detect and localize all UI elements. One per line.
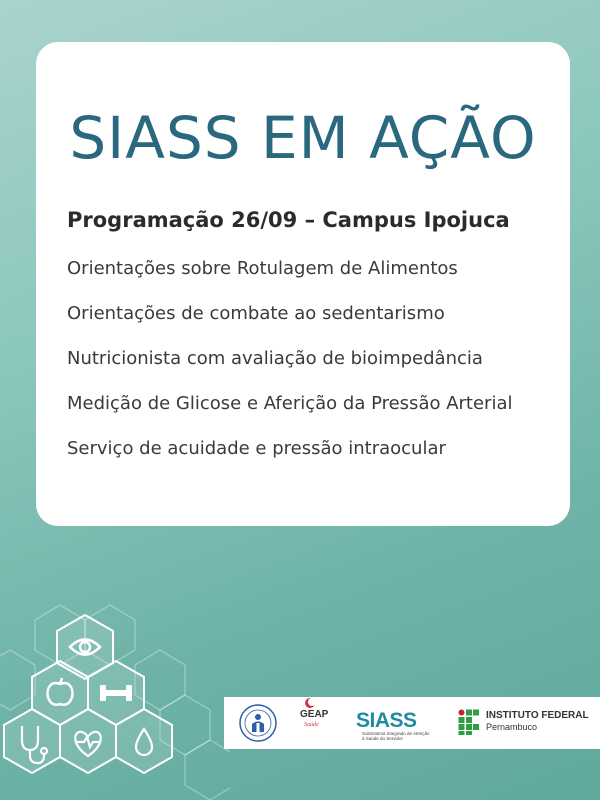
partner-logos-bar [224,697,600,749]
assefaz-logo [234,697,282,749]
list-item: Serviço de acuidade e pressão intraocular [67,438,446,459]
list-item: Orientações sobre Rotulagem de Alimentos [67,258,458,279]
geap-symbol-icon [304,697,316,709]
activity-list [67,258,570,483]
geap-tag: Saúde [304,722,319,728]
siass-name: SIASS [356,709,417,732]
geap-name: GEAP [300,709,329,720]
health-hexagon-cluster [0,600,230,800]
ifpe-name: INSTITUTO FEDERAL [486,710,589,721]
schedule-heading: Programação 26/09 – Campus Ipojuca [67,208,510,232]
ifpe-campus: Pernambuco [486,722,538,732]
content-card [36,42,570,526]
ifpe-logo [456,697,596,749]
page-title: SIASS EM AÇÃO [69,104,537,172]
list-item: Medição de Glicose e Aferição da Pressão Arterial [67,393,513,414]
geap-logo [294,697,330,749]
siass-tagline: Subsistema Integrado de Atenção à Saúde do Servidor [362,731,430,741]
list-item: Orientações de combate ao sedentarismo [67,303,445,324]
list-item: Nutricionista com avaliação de bioimpedância [67,348,483,369]
ifpe-grid-icon [458,709,480,735]
siass-logo [348,697,428,749]
